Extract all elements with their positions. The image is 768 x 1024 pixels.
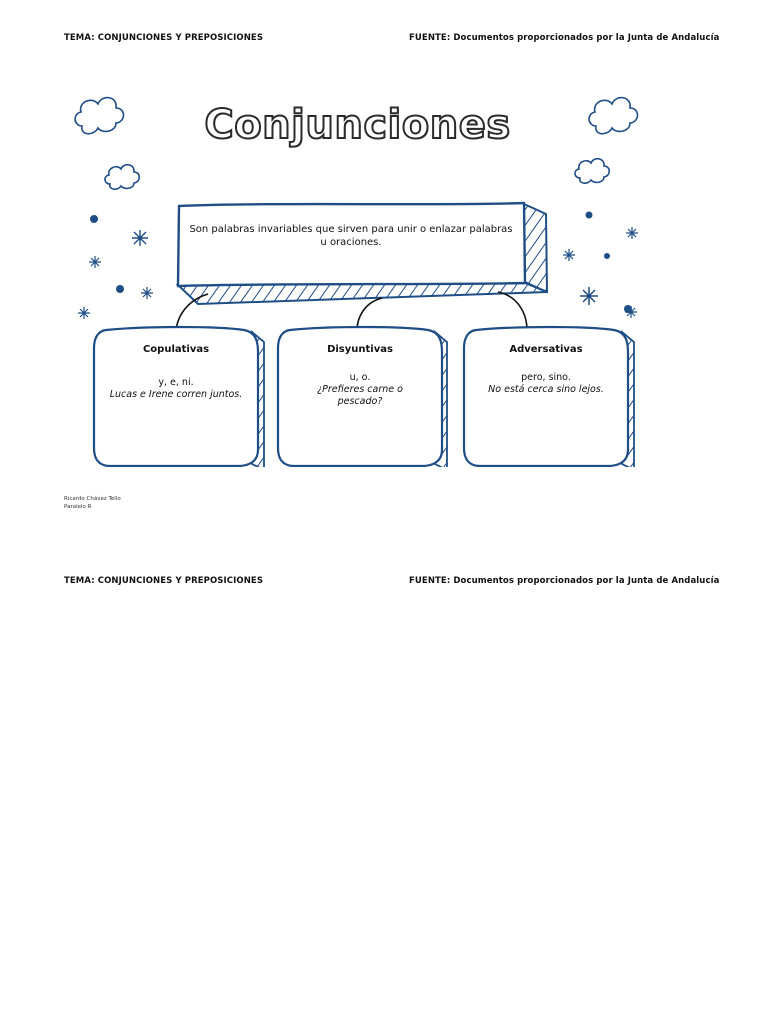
footer-author: Ricardo Chávez Tello <box>64 496 121 502</box>
dot-icon <box>604 253 610 259</box>
cloud-icon <box>105 165 139 189</box>
header-source: FUENTE: Documentos proporcionados por la Junta de Andalucía <box>409 33 720 43</box>
sparkle-icon <box>132 230 148 246</box>
header-source: FUENTE: Documentos proporcionados por la Junta de Andalucía <box>409 576 720 586</box>
category-words: u, o. <box>349 372 371 383</box>
sparkle-icon <box>89 256 101 268</box>
category-example-adversativas <box>470 372 622 396</box>
category-title-adversativas: Adversativas <box>509 344 583 355</box>
category-sentence: Lucas e Irene corren juntos. <box>109 389 243 400</box>
footer-group: Paralelo R <box>64 504 92 510</box>
category-title-copulativas: Copulativas <box>142 344 210 355</box>
dot-icon <box>116 285 124 293</box>
definition-box <box>178 203 547 304</box>
sparkle-icon <box>563 249 575 261</box>
sparkle-icon <box>141 287 153 299</box>
sparkle-icon <box>580 287 598 305</box>
category-sentence: No está cerca sino lejos. <box>488 384 604 395</box>
sparkle-icon <box>78 307 90 319</box>
header-topic: TEMA: CONJUNCIONES Y PREPOSICIONES <box>64 576 264 586</box>
category-title-disyuntivas: Disyuntivas <box>327 344 393 355</box>
category-example-disyuntivas <box>302 372 418 408</box>
category-words: pero, sino. <box>521 372 571 383</box>
sparkle-icon <box>626 227 638 239</box>
dot-icon <box>90 215 98 223</box>
cloud-icon <box>575 159 609 183</box>
definition-text: Son palabras invariables que sirven para unir o enlazar palabras u oraciones. <box>189 224 513 248</box>
category-sentence: ¿Prefieres carne o pescado? <box>317 384 403 407</box>
category-words: y, e, ni. <box>158 377 194 388</box>
conjunciones-infographic <box>66 80 649 467</box>
header-topic: TEMA: CONJUNCIONES Y PREPOSICIONES <box>64 33 264 43</box>
category-example-copulativas <box>98 377 254 401</box>
infographic-title: Conjunciones <box>204 102 511 148</box>
dot-icon <box>586 212 593 219</box>
